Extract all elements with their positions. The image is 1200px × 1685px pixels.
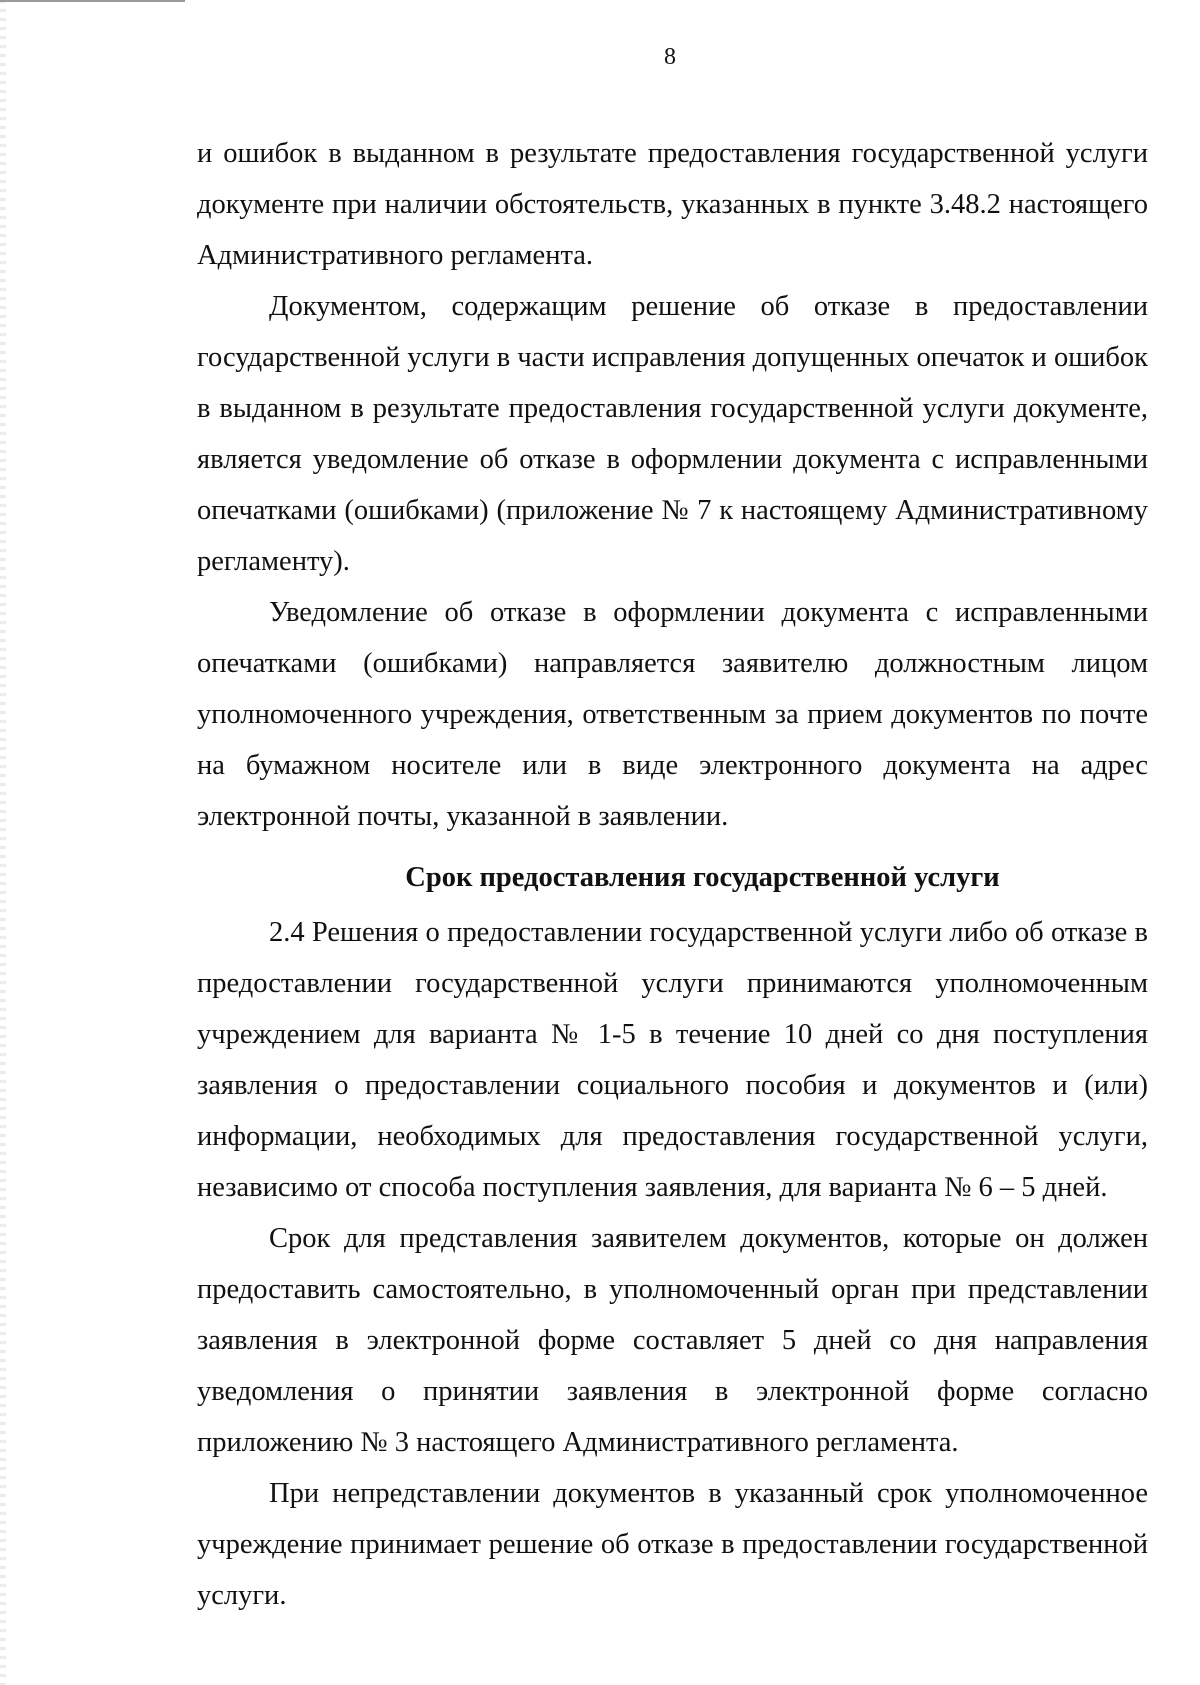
scan-edge-artifact: [0, 0, 6, 1685]
paragraph-1: и ошибок в выданном в результате предоставления государственной услуги документе при наличии обстоятельств, указанных в пункте 3.48.2 настоящего Административного регламента.: [197, 138, 1148, 271]
paragraph-5: Срок для представления заявителем документов, которые он должен предоставить самостоятельно, в уполномоченный орган при представлении заявления в электронной форме составляет 5 дней со дня направления уведомления о принятии заявления в электронной форме согласно приложению № 3 настоящего Административного регламента.: [197, 1223, 1148, 1458]
paragraph-4: 2.4 Решения о предоставлении государственной услуги либо об отказе в предоставлении государственной услуги принимаются уполномоченным учреждением для варианта № 1-5 в течение 10 дней со дня поступления заявления о предоставлении социального пособия и документов и (или) информации, необходимых для предоставления государственной услуги, независимо от способа поступления заявления, для варианта № 6 – 5 дней.: [197, 917, 1148, 1203]
paragraph-6: При непредставлении документов в указанный срок уполномоченное учреждение принимает решение об отказе в предоставлении государственной услуги.: [197, 1478, 1148, 1611]
paragraph-3: Уведомление об отказе в оформлении документа с исправленными опечатками (ошибками) направляется заявителю должностным лицом уполномоченного учреждения, ответственным за прием документов по почте на бумажном носителе или в виде электронного документа на адрес электронной почты, указанной в заявлении.: [197, 597, 1148, 832]
scan-top-line-artifact: [0, 0, 185, 2]
section-heading: Срок предоставления государственной услуги: [405, 862, 1000, 893]
page-number: 8: [664, 44, 676, 70]
document-body: [197, 128, 1148, 1621]
paragraph-2: Документом, содержащим решение об отказе в предоставлении государственной услуги в части исправления допущенных опечаток и ошибок в выданном в результате предоставления государственной услуги документе, является уведомление об отказе в оформлении документа с исправленными опечатками (ошибками) (приложение № 7 к настоящему Административному регламенту).: [197, 291, 1148, 577]
